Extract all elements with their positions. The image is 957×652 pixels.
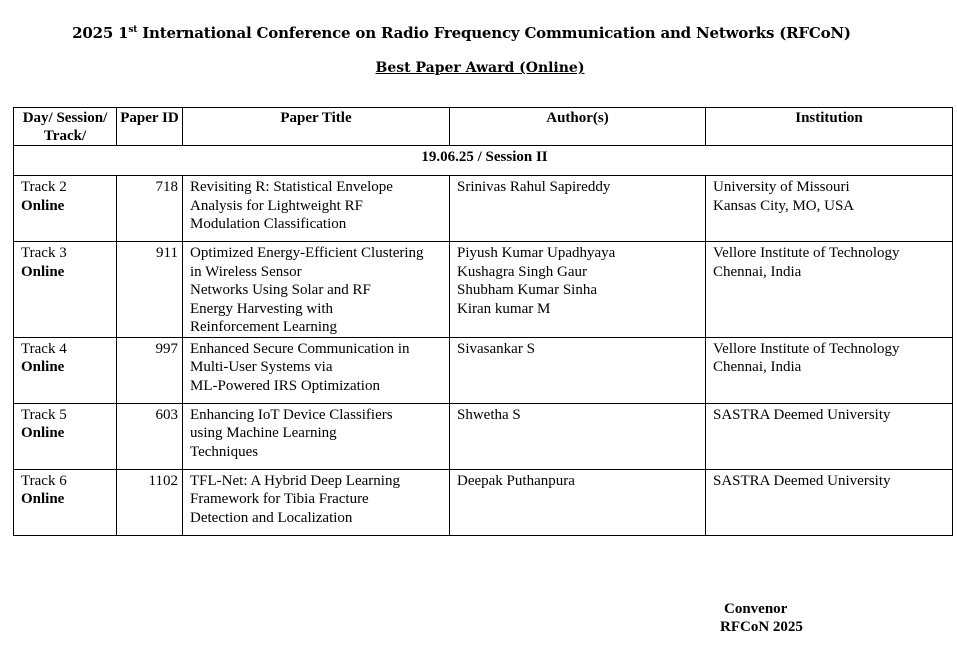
paper-title-line: Optimized Energy-Efficient Clustering: [190, 245, 424, 261]
awards-table: [13, 107, 953, 536]
track-cell: [14, 176, 117, 242]
paper-id-cell: [117, 176, 183, 242]
mode-label: Online: [21, 197, 65, 214]
author-name: Kushagra Singh Gaur: [457, 263, 587, 280]
institution-line: Chennai, India: [713, 359, 802, 375]
track-cell: [14, 469, 117, 535]
paper-title-line: Enhancing IoT Device Classifiers: [190, 406, 393, 423]
paper-id: 911: [156, 245, 178, 261]
paper-title-cell: [183, 242, 450, 338]
column-header-paper-title: Paper Title: [183, 108, 450, 146]
convenor-org: RFCoN 2025: [720, 619, 803, 635]
table-row: [14, 469, 953, 535]
paper-title-line: Detection and Localization: [190, 509, 353, 526]
column-header-track: Day/ Session/ Track/: [14, 108, 117, 146]
paper-id-cell: [117, 242, 183, 338]
institution-line: Chennai, India: [713, 263, 802, 280]
paper-title-line: Enhanced Secure Communication in: [190, 340, 410, 357]
table-row: [14, 337, 953, 403]
paper-title-line: Framework for Tibia Fracture: [190, 491, 369, 507]
column-header-authors: Author(s): [450, 108, 706, 146]
table-row: [14, 403, 953, 469]
author-name: Sivasankar S: [457, 340, 535, 357]
paper-title-line: ML-Powered IRS Optimization: [190, 377, 380, 394]
track-cell: [14, 403, 117, 469]
column-header-paper-id: Paper ID: [117, 108, 183, 146]
mode-label: Online: [21, 359, 65, 375]
author-name: Shubham Kumar Sinha: [457, 282, 597, 298]
mode-label: Online: [21, 491, 65, 507]
paper-title-cell: [183, 337, 450, 403]
institution-line: Vellore Institute of Technology: [713, 245, 900, 261]
paper-id: 1102: [148, 472, 178, 489]
convenor-signature: [720, 600, 803, 636]
institution-line: SASTRA Deemed University: [713, 406, 891, 423]
conference-title-ordinal: st: [128, 25, 138, 35]
authors-cell: [450, 469, 706, 535]
authors-cell: [450, 242, 706, 338]
author-name: Srinivas Rahul Sapireddy: [457, 179, 611, 195]
paper-id-cell: [117, 469, 183, 535]
paper-id: 997: [155, 340, 178, 357]
table-row: [14, 176, 953, 242]
paper-title-line: Techniques: [190, 443, 259, 460]
track-label: Track 5: [21, 406, 67, 423]
convenor-role: Convenor: [724, 601, 788, 617]
paper-title-cell: [183, 403, 450, 469]
conference-title-suffix: International Conference on Radio Frequency Communication and Networks (RFCoN): [137, 24, 851, 42]
track-label: Track 4: [21, 340, 67, 357]
paper-title-cell: [183, 176, 450, 242]
paper-title-line: Modulation Classification: [190, 216, 347, 232]
column-header-institution: Institution: [706, 108, 953, 146]
paper-title-cell: [183, 469, 450, 535]
paper-title-line: in Wireless Sensor: [190, 263, 302, 280]
paper-title-line: Networks Using Solar and RF: [190, 282, 371, 298]
author-name: Piyush Kumar Upadhyaya: [457, 245, 616, 261]
authors-cell: [450, 176, 706, 242]
institution-cell: [706, 403, 953, 469]
institution-cell: [706, 337, 953, 403]
institution-cell: [706, 176, 953, 242]
paper-id-cell: [117, 337, 183, 403]
paper-title-line: Multi-User Systems via: [190, 359, 333, 375]
conference-title: [0, 24, 923, 42]
session-row: [14, 146, 953, 176]
paper-title-line: Analysis for Lightweight RF: [190, 197, 363, 214]
author-name: Kiran kumar M: [457, 300, 551, 317]
author-name: Shwetha S: [457, 406, 521, 423]
track-label: Track 3: [21, 245, 67, 261]
track-cell: [14, 337, 117, 403]
paper-title-line: Revisiting R: Statistical Envelope: [190, 179, 393, 195]
paper-title-line: Reinforcement Learning: [190, 319, 338, 335]
paper-id: 603: [155, 406, 178, 423]
session-label: 19.06.25 / Session II: [14, 146, 953, 176]
author-name: Deepak Puthanpura: [457, 472, 575, 489]
institution-line: Vellore Institute of Technology: [713, 340, 900, 357]
paper-title-line: TFL-Net: A Hybrid Deep Learning: [190, 472, 400, 489]
track-label: Track 2: [21, 179, 67, 195]
paper-id: 718: [155, 179, 178, 195]
authors-cell: [450, 403, 706, 469]
institution-cell: [706, 242, 953, 338]
institution-cell: [706, 469, 953, 535]
mode-label: Online: [21, 425, 65, 441]
institution-line: University of Missouri: [713, 179, 850, 195]
institution-line: SASTRA Deemed University: [713, 472, 891, 489]
track-label: Track 6: [21, 472, 67, 489]
table-header-row: [14, 108, 953, 146]
award-title: Best Paper Award (Online): [375, 60, 585, 76]
paper-title-line: using Machine Learning: [190, 425, 337, 441]
track-cell: [14, 242, 117, 338]
paper-id-cell: [117, 403, 183, 469]
institution-line: Kansas City, MO, USA: [713, 197, 855, 214]
authors-cell: [450, 337, 706, 403]
paper-title-line: Energy Harvesting with: [190, 300, 334, 317]
table-row: [14, 242, 953, 338]
mode-label: Online: [21, 263, 65, 280]
conference-title-prefix: 2025 1: [72, 24, 129, 42]
